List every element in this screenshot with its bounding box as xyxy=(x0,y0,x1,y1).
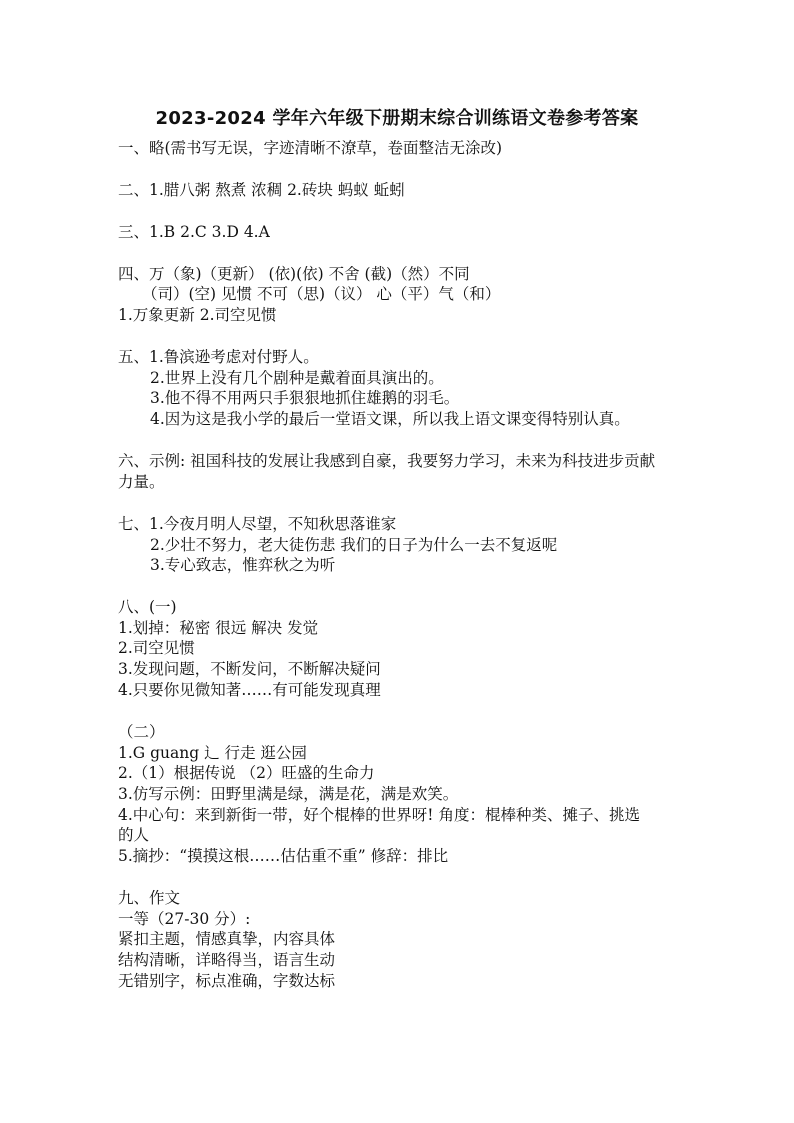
essay-criterion-3: 无错别字，标点准确，字数达标 xyxy=(118,972,336,990)
answer-section-7: 七、1.今夜月明人尽望，不知秋思落谁家 xyxy=(118,515,397,533)
answer-section-6-line2: 力量。 xyxy=(118,473,165,491)
answer-section-9: 九、作文 xyxy=(118,889,181,907)
answer-section-5-item4: 4.因为这是我小学的最后一堂语文课，所以我上语文课变得特别认真。 xyxy=(150,410,630,428)
answer-section-8-item2: 2.司空见惯 xyxy=(118,639,195,657)
answer-section-8-item4: 4.只要你见微知著……有可能发现真理 xyxy=(118,681,381,699)
page-title: 2023-2024 学年六年级下册期末综合训练语文卷参考答案 xyxy=(155,108,639,129)
answer-section-8: 八、(一) xyxy=(118,598,177,616)
answer-section-2: 二、1.腊八粥 熬煮 浓稠 2.砖块 蚂蚁 蚯蚓 xyxy=(118,181,405,199)
answer-section-8-part2-item1: 1.G guang 辶 行走 逛公园 xyxy=(118,744,307,762)
answer-section-5: 五、1.鲁滨逊考虑对付野人。 xyxy=(118,348,319,366)
answer-section-8-part2-item4: 4.中心句：来到新街一带，好个棍棒的世界呀! 角度：棍棒种类、摊子、挑选 xyxy=(118,806,640,824)
answer-section-4-line2: （司）(空) 见惯 不可（思)（议） 心（平）气（和） xyxy=(142,285,501,303)
essay-criterion-1: 紧扣主题，情感真挚，内容具体 xyxy=(118,930,336,948)
answer-section-8-item3: 3.发现问题，不断发问，不断解决疑问 xyxy=(118,660,381,678)
answer-section-4: 四、万（象)（更新） (依)(依) 不舍 (截)（然）不同 xyxy=(118,265,470,283)
answer-section-8-part2-item3: 3.仿写示例：田野里满是绿，满是花，满是欢笑。 xyxy=(118,785,459,803)
essay-criterion-2: 结构清晰，详略得当，语言生动 xyxy=(118,951,336,969)
answer-section-8-part2: （二） xyxy=(118,723,165,741)
essay-grade-level: 一等（27-30 分）: xyxy=(118,910,251,928)
answer-section-5-item2: 2.世界上没有几个剧种是戴着面具演出的。 xyxy=(150,369,444,387)
answer-section-8-part2-item2: 2.（1）根据传说 （2）旺盛的生命力 xyxy=(118,764,375,782)
answer-section-8-part2-item5: 5.摘抄：“摸摸这根……估估重不重” 修辞：排比 xyxy=(118,847,449,865)
answer-section-1: 一、略(需书写无误，字迹清晰不潦草，卷面整洁无涂改) xyxy=(118,139,503,157)
answer-section-6: 六、示例: 祖国科技的发展让我感到自豪，我要努力学习，未来为科技进步贡献 xyxy=(118,452,656,470)
answer-section-8-part2-item4-cont: 的人 xyxy=(118,826,150,844)
answer-section-3: 三、1.B 2.C 3.D 4.A xyxy=(118,223,270,241)
answer-section-5-item3: 3.他不得不用两只手狠狠地抓住雄鹅的羽毛。 xyxy=(150,389,460,407)
answer-section-7-item3: 3.专心致志，惟弈秋之为听 xyxy=(150,556,336,574)
answer-section-8-item1: 1.划掉：秘密 很远 解决 发觉 xyxy=(118,619,319,637)
answer-section-7-item2: 2.少壮不努力，老大徒伤悲 我们的日子为什么一去不复返呢 xyxy=(150,536,558,554)
answer-section-4-line3: 1.万象更新 2.司空见惯 xyxy=(118,306,277,324)
